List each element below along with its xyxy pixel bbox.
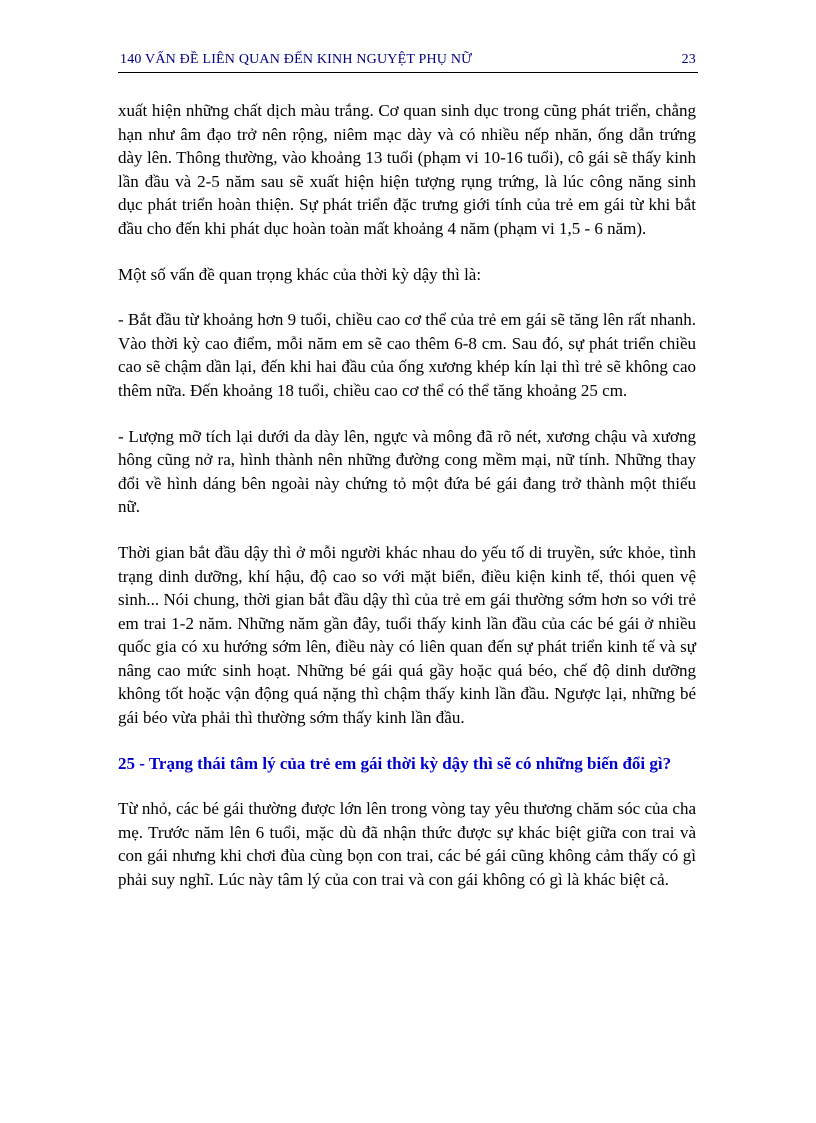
paragraph-intro-list: Một số vấn đề quan trọng khác của thời kỳ dậy thì là: <box>118 264 482 284</box>
paragraph-puberty-timing: Thời gian bắt đầu dậy thì ở mỗi người khác nhau do yếu tố di truyền, sức khỏe, tình trạng dinh dưỡng, khí hậu, độ cao so với mặt biển, điều kiện kinh tế, thói quen vệ sinh... Nói chung, thời gian bắt đầu dậy thì của trẻ em gái thường sớm hơn so với trẻ em trai 1-2 năm. Những năm gần đây, tuổi thấy kinh lần đầu của các bé gái ở nhiều quốc gia có xu hướng sớm lên, điều này có liên quan đến sự phát triển kinh tế và sự nâng cao mức sinh hoạt. Những bé gái quá gầy hoặc quá béo, chế độ dinh dưỡng không tốt hoặc vận động quá nặng thì chậm thấy kinh lần đầu. Ngược lại, những bé gái béo vừa phải thì thường sớm thấy kinh lần đầu. <box>118 542 696 728</box>
paragraph-psychology: Từ nhỏ, các bé gái thường được lớn lên trong vòng tay yêu thương chăm sóc của cha mẹ. Trước năm lên 6 tuổi, mặc dù đã nhận thức được sự khác biệt giữa con trai và con gái nhưng khi chơi đùa cùng bọn con trai, các bé gái cũng không cảm thấy có gì phải suy nghĩ. Lúc này tâm lý của con trai và con gái không có gì là khác biệt cả. <box>118 799 696 890</box>
running-header <box>118 50 698 73</box>
paragraph-body-shape: - Lượng mỡ tích lại dưới da dày lên, ngực và mông đã rõ nét, xương chậu và xương hông cũng nở ra, hình thành nên những đường cong mềm mại, nữ tính. Những thay đổi về hình dáng bên ngoài này chứng tỏ một đứa bé gái đang trở thành một thiếu nữ. <box>118 426 696 517</box>
section-heading: 25 - Trạng thái tâm lý của trẻ em gái thời kỳ dậy thì sẽ có những biến đổi gì? <box>118 753 672 773</box>
book-title: 140 VẤN ĐỀ LIÊN QUAN ĐẾN KINH NGUYỆT PHỤ NỮ <box>120 52 473 67</box>
paragraph-continuation: xuất hiện những chất dịch màu trắng. Cơ quan sinh dục trong cũng phát triển, chẳng hạn như âm đạo trở nên rộng, niêm mạc dày và có nhiều nếp nhăn, ống dẫn trứng dày lên. Thông thường, vào khoảng 13 tuổi (phạm vi 10-16 tuổi), cô gái sẽ thấy kinh lần đầu và 2-5 năm sau sẽ xuất hiện hiện tượng rụng trứng, là lúc công năng sinh dục phát triển hoàn thiện. Sự phát triển đặc trưng giới tính của trẻ em gái từ khi bắt đầu cho đến khi phát dục hoàn toàn mất khoảng 4 năm (phạm vi 1,5 - 6 năm). <box>118 101 696 238</box>
paragraph-height-growth: - Bắt đầu từ khoảng hơn 9 tuổi, chiều cao cơ thể của trẻ em gái sẽ tăng lên rất nhanh. Vào thời kỳ cao điểm, mỗi năm em sẽ cao thêm 6-8 cm. Sau đó, sự phát triển chiều cao sẽ chậm dần lại, đến khi hai đầu của ống xương khép kín lại thì trẻ sẽ không cao thêm nữa. Đến khoảng 18 tuổi, chiều cao cơ thể có thể tăng khoảng 25 cm. <box>118 310 696 400</box>
page-number: 23 <box>681 52 696 67</box>
page-body <box>118 99 696 914</box>
